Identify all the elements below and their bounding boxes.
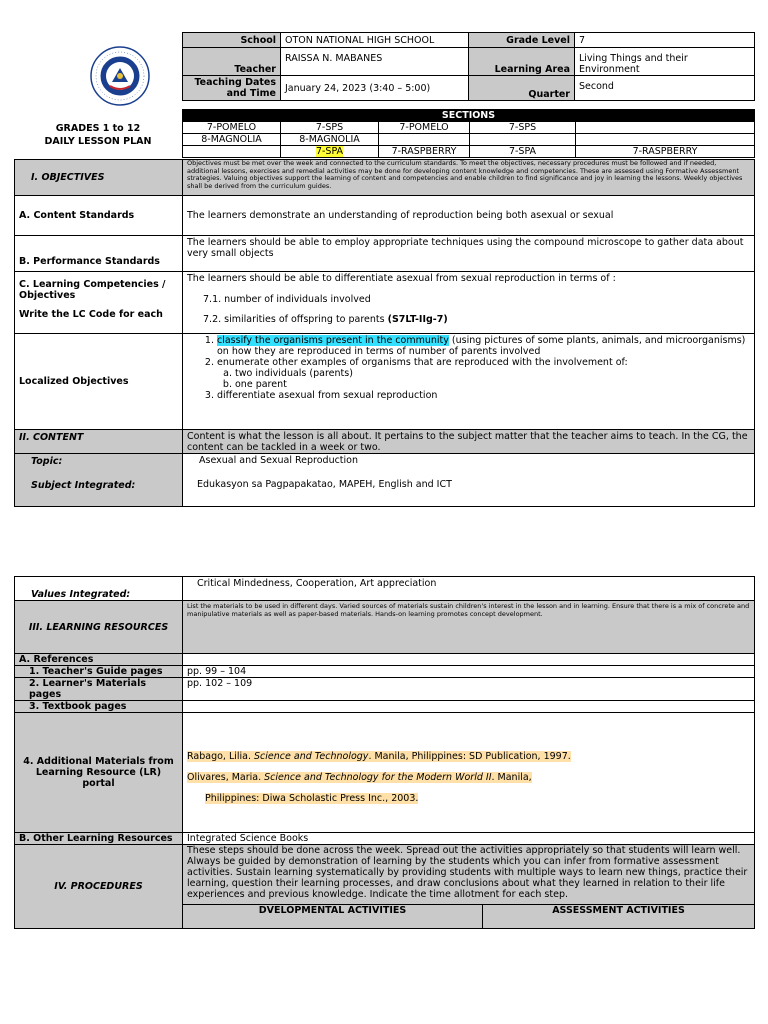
competencies-content	[183, 272, 755, 334]
section-cell-highlighted	[281, 146, 379, 158]
reference-2-author: Olivares, Maria.	[187, 772, 265, 783]
procedures-note: These steps should be done across the week. Spread out the activities appropriately so that students will learn well. Always be guided by demonstration of learning by the students which you can infer from formative assessment activities. Sustain learning systematically by providing students with multiple ways to learn new things, practice their learning, question their learning processes, and draw conclusions about what they learned in relation to their life experiences and previous knowledge. Indicate the time allotment for each step.	[183, 845, 755, 905]
objectives-label: I. OBJECTIVES	[15, 160, 183, 196]
lesson-plan-table-1	[14, 159, 755, 507]
lc-code: (S7LT-IIg-7)	[387, 314, 448, 325]
competency-item-1: 7.1. number of individuals involved	[203, 294, 371, 305]
section-cell	[183, 146, 281, 158]
section-spa-highlight: 7-SPA	[315, 146, 344, 157]
section-cell: 8-MAGNOLIA	[183, 134, 281, 146]
textbook-pages-value	[183, 701, 755, 713]
competencies-intro: The learners should be able to differentiate asexual from sexual reproduction in terms of :	[187, 273, 616, 284]
lesson-plan-table-2	[14, 576, 755, 929]
textbook-pages-label: 3. Textbook pages	[15, 701, 183, 713]
competencies-label-line2: Write the LC Code for each	[19, 309, 163, 320]
values-integrated-label: Values Integrated:	[15, 577, 183, 601]
teachers-guide-label: 1. Teacher's Guide pages	[15, 666, 183, 678]
procedures-label: IV. PROCEDURES	[15, 845, 183, 929]
reference-2	[187, 772, 750, 783]
deped-seal	[90, 46, 150, 106]
header-table	[182, 32, 755, 101]
sections-header: SECTIONS	[183, 110, 755, 122]
content-label: II. CONTENT	[15, 430, 183, 454]
subject-integrated-label: Subject Integrated:	[31, 480, 136, 491]
section-cell: 7-POMELO	[379, 122, 470, 134]
school-label: School	[183, 33, 281, 48]
reference-1-text	[187, 751, 571, 762]
subject-integrated-value: Edukasyon sa Pagpapakatao, MAPEH, English and ICT	[197, 479, 452, 490]
reference-2-publisher: Philippines: Diwa Scholastic Press Inc., 2003.	[205, 793, 419, 804]
teacher-label: Teacher	[183, 48, 281, 76]
section-cell	[576, 134, 755, 146]
content-standards-text: The learners demonstrate an understanding of reproduction being both asexual or sexual	[183, 196, 755, 236]
section-cell: 8-MAGNOLIA	[281, 134, 379, 146]
list-item: b. one parent	[235, 379, 750, 390]
localized-item-1-highlight: classify the organisms present in the community	[217, 335, 449, 346]
section-cell: 7-SPA	[470, 146, 576, 158]
learners-materials-value: pp. 102 – 109	[183, 678, 755, 701]
section-cell	[470, 134, 576, 146]
topic-subject-values	[183, 454, 755, 507]
reference-2-title: Science and Technology for the Modern World II	[264, 772, 492, 783]
performance-standards-text: The learners should be able to employ appropriate techniques using the compound microscope to gather data about very small objects	[183, 236, 755, 272]
section-cell: 7-RASPBERRY	[379, 146, 470, 158]
list-item: 3. differentiate asexual from sexual reproduction	[217, 390, 750, 401]
references-label: A. References	[15, 654, 183, 666]
competencies-label	[15, 272, 183, 334]
section-cell: 7-SPS	[470, 122, 576, 134]
grade-level-value: 7	[575, 33, 755, 48]
learning-area-label: Learning Area	[469, 48, 575, 76]
teaching-dates-label-line2: and Time	[226, 88, 276, 99]
topic-subject-labels	[15, 454, 183, 507]
localized-item-1-rest: (using pictures of some plants, animals, and microorganisms) on how they are reproduced in terms of number of parents involved	[217, 335, 746, 357]
section-cell: 7-SPS	[281, 122, 379, 134]
list-item	[217, 335, 750, 357]
section-cell: 7-POMELO	[183, 122, 281, 134]
sections-table	[182, 109, 755, 158]
objectives-note: Objectives must be met over the week and connected to the curriculum standards. To meet the objectives, necessary procedures must be followed and if needed, additional lessons, exercises and remedial activities may be done for developing content knowledge and competencies. These are assessed using Formative Assessment strategies. Valuing objectives support the learning of content and competencies and enable children to find significance and joy in learning the lessons. Weekly objectives shall be derived from the curriculum guides.	[183, 160, 755, 196]
additional-materials-content	[183, 713, 755, 833]
quarter-label: Quarter	[469, 76, 575, 101]
values-integrated-text: Critical Mindedness, Cooperation, Art appreciation	[183, 577, 755, 601]
reference-1-publisher: . Manila, Philippines: SD Publication, 1997.	[368, 751, 571, 762]
competency-item-2-text: 7.2. similarities of offspring to parents	[203, 314, 385, 325]
plan-title	[30, 122, 166, 148]
competency-item-2	[187, 314, 750, 325]
localized-item-2: enumerate other examples of organisms that are reproduced with the involvement of:	[217, 357, 628, 368]
school-value: OTON NATIONAL HIGH SCHOOL	[281, 33, 469, 48]
content-note: Content is what the lesson is all about. It pertains to the subject matter that the teacher aims to teach. In the CG, the content can be tackled in a week or two.	[183, 430, 755, 454]
developmental-activities-header: DVELOPMENTAL ACTIVITIES	[183, 905, 483, 929]
learning-resources-label: III. LEARNING RESOURCES	[15, 601, 183, 654]
localized-sublist	[217, 368, 750, 390]
reference-2-text	[187, 772, 532, 783]
reference-1-author: Rabago, Lilia.	[187, 751, 255, 762]
topic-label: Topic:	[31, 456, 63, 467]
additional-materials-label: 4. Additional Materials from Learning Resource (LR) portal	[15, 713, 183, 833]
performance-standards-label: B. Performance Standards	[15, 236, 183, 272]
section-cell	[576, 122, 755, 134]
reference-2-place: . Manila,	[491, 772, 532, 783]
localized-objectives-label: Localized Objectives	[15, 334, 183, 430]
competencies-label-line1: C. Learning Competencies / Objectives	[19, 279, 166, 301]
reference-2-continued	[187, 793, 750, 804]
topic-value: Asexual and Sexual Reproduction	[199, 455, 359, 466]
other-resources-label: B. Other Learning Resources	[15, 833, 183, 845]
learning-resources-note: List the materials to be used in different days. Varied sources of materials sustain children's interest in the lesson and in learning. Ensure that there is a mix of concrete and manipulative materials as well as paper-based materials. Hands-on learning promotes concept development.	[183, 601, 755, 654]
localized-objectives-list	[187, 335, 750, 401]
grade-level-label: Grade Level	[469, 33, 575, 48]
localized-objectives-content	[183, 334, 755, 430]
content-standards-label: A. Content Standards	[15, 196, 183, 236]
teacher-value: RAISSA N. MABANES	[281, 48, 469, 76]
learners-materials-label: 2. Learner's Materials pages	[15, 678, 183, 701]
quarter-value: Second	[575, 76, 755, 101]
other-resources-value: Integrated Science Books	[183, 833, 755, 845]
plan-title-line1: GRADES 1 to 12	[55, 123, 141, 134]
reference-1	[187, 751, 750, 762]
teachers-guide-value: pp. 99 – 104	[183, 666, 755, 678]
list-item	[217, 357, 750, 390]
references-value	[183, 654, 755, 666]
assessment-activities-header: ASSESSMENT ACTIVITIES	[483, 905, 755, 929]
teaching-dates-label	[183, 76, 281, 101]
section-cell	[379, 134, 470, 146]
teaching-dates-value: January 24, 2023 (3:40 – 5:00)	[281, 76, 469, 101]
teaching-dates-label-line1: Teaching Dates	[194, 77, 276, 88]
learning-area-value: Living Things and their Environment	[575, 48, 755, 76]
reference-1-title: Science and Technology	[254, 751, 369, 762]
plan-title-line2: DAILY LESSON PLAN	[44, 136, 152, 147]
section-cell: 7-RASPBERRY	[576, 146, 755, 158]
list-item: a. two individuals (parents)	[235, 368, 750, 379]
